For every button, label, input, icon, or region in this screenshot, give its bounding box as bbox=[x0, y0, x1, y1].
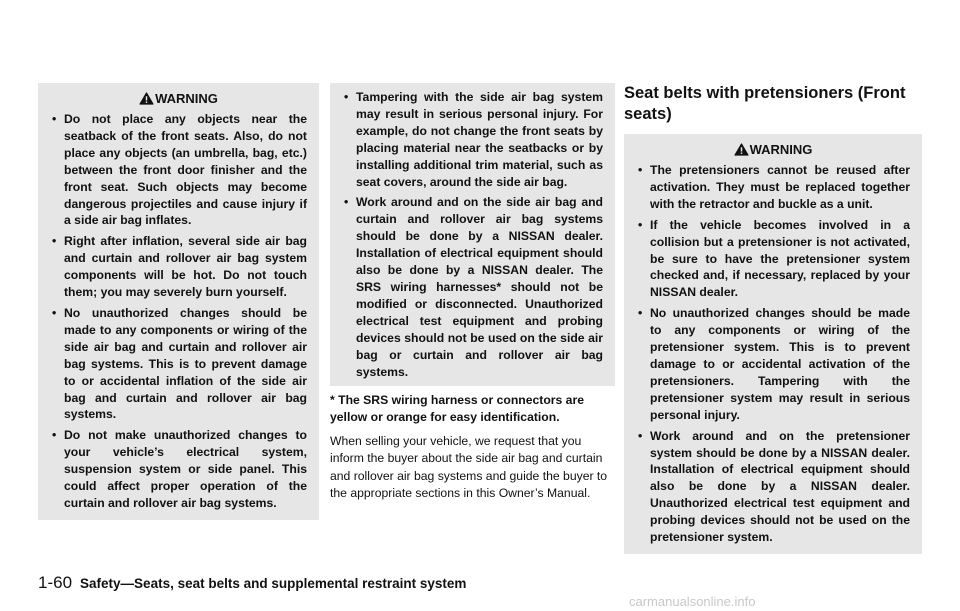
warning-heading-text: WARNING bbox=[155, 90, 218, 106]
warning-item: • The pretensioners cannot be reused after activation. They must be replaced together with the retractor and buckle as a unit. bbox=[636, 162, 910, 213]
middle-warning-list bbox=[342, 89, 603, 380]
selling-vehicle-paragraph: When selling your vehicle, we request that you inform the buyer about the side air bag and curtain and rollover air bag systems and guide the buyer to the appropriate sections in this Owner’s Manual. bbox=[330, 434, 608, 500]
watermark: carmanualsonline.info bbox=[629, 594, 756, 609]
left-warning-box bbox=[38, 83, 319, 520]
warning-heading bbox=[50, 87, 307, 109]
warning-item: • Tampering with the side air bag system may result in serious personal injury. For example, do not change the front seats by placing material near the seatbacks or by installing additional trim material, such as seat covers, around the side air bag. bbox=[342, 89, 603, 190]
middle-column bbox=[330, 83, 615, 502]
right-warning-box bbox=[624, 134, 922, 554]
warning-item: • No unauthorized changes should be made to any components or wiring of the side air bag and curtain and rollover air bag systems. This is to prevent damage to or accidental inflation of the side air bag and curtain and rollover air bag systems. bbox=[50, 305, 307, 423]
warning-item: • Do not make unauthorized changes to your vehicle’s electrical system, suspension system or side panel. This could affect proper operation of the curtain and rollover air bag systems. bbox=[50, 427, 307, 512]
warning-item: • Right after inflation, several side air bag and curtain and rollover air bag system components will be hot. Do not touch them; you may severely burn yourself. bbox=[50, 233, 307, 301]
page-number: 1-60 bbox=[38, 573, 73, 592]
warning-triangle-icon bbox=[139, 92, 154, 105]
warning-item: • Work around and on the pretensioner system should be done by a NISSAN dealer. Installation of electrical equipment should also be done by a NISSAN dealer. Unauthorized electrical test equipment and probing devices should not be used on the pretensioner system. bbox=[636, 428, 910, 546]
page-footer bbox=[38, 573, 466, 593]
left-warning-list bbox=[50, 111, 307, 512]
warning-item: • Work around and on the side air bag and curtain and rollover air bag systems should be done by a NISSAN dealer. Installation of electrical equipment should also be done by a NISSAN dealer. The SRS wiring harnesses* should not be modified or disconnected. Unauthorized electrical test equipment and probing devices should not be used on the side air bag or curtain and rollover air bag systems. bbox=[342, 194, 603, 380]
warning-item: • No unauthorized changes should be made to any components or wiring of the pretensioner system. This is to prevent damage to or accidental activation of the pretensioners. Tampering with the pretensioner system may result in serious personal injury. bbox=[636, 305, 910, 423]
section-title: Seat belts with pretensioners (Front seats) bbox=[624, 84, 906, 123]
warning-item: • If the vehicle becomes involved in a collision but a pretensioner is not activated, be sure to have the pretensioner system checked and, if necessary, replaced by your NISSAN dealer. bbox=[636, 217, 910, 302]
warning-triangle-icon bbox=[734, 143, 749, 156]
warning-heading-text: WARNING bbox=[749, 141, 813, 157]
warning-heading bbox=[636, 138, 910, 160]
right-column bbox=[624, 83, 922, 554]
middle-warning-box bbox=[330, 83, 615, 386]
warning-item: • Do not place any objects near the seatback of the front seats. Also, do not place any objects (an umbrella, bag, etc.) between the front door finisher and the front seat. Such objects may become dangerous projectiles and cause injury if a side air bag inflates. bbox=[50, 111, 307, 229]
right-warning-list bbox=[636, 162, 910, 546]
footer-section-title: Safety—Seats, seat belts and supplemental restraint system bbox=[80, 576, 467, 591]
wiring-harness-note: * The SRS wiring harness or connectors are yellow or orange for easy identification. bbox=[330, 393, 584, 425]
